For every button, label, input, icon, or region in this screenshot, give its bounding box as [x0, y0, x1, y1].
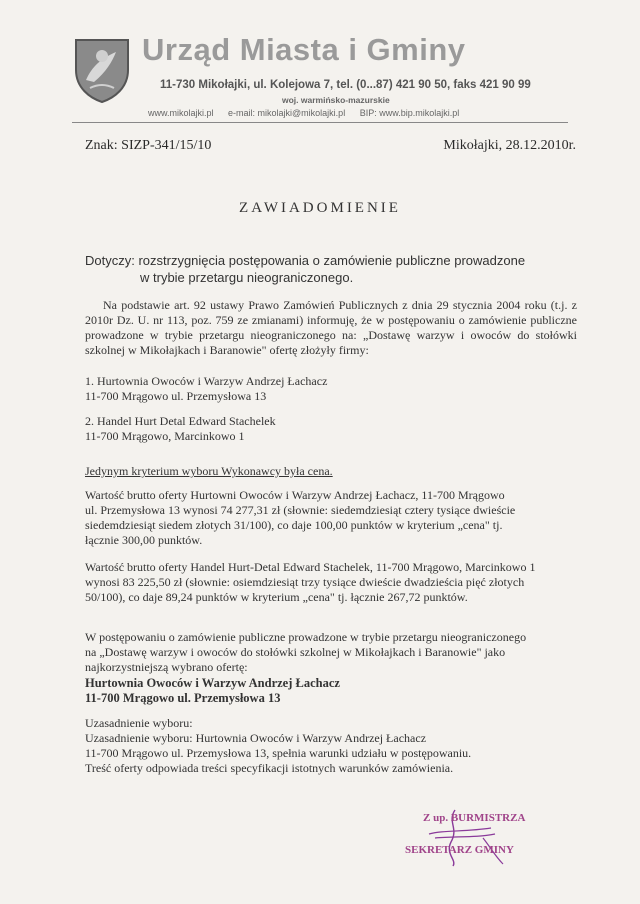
justification-line: 11-700 Mrągowo ul. Przemysłowa 13, spełnia warunki udziału w postępowaniu. — [85, 746, 472, 760]
bidder-1-address: 11-700 Mrągowo ul. Przemysłowa 13 — [85, 389, 267, 403]
selection-line: na „Dostawę warzyw i owoców do stołówki szkolnej w Mikołajkach i Baranowie" jako — [85, 645, 506, 659]
email-link[interactable]: e-mail: mikolajki@mikolajki.pl — [228, 108, 346, 118]
winner-name: Hurtownia Owoców i Warzyw Andrzej Łachacz — [85, 676, 340, 690]
offer-2-paragraph — [85, 560, 577, 605]
stamp-line-2: SEKRETARZ GMINY — [405, 844, 514, 856]
bidder-2 — [85, 414, 577, 444]
organization-name: Urząd Miasta i Gminy — [142, 32, 466, 67]
bidder-1 — [85, 374, 577, 404]
offer-2-line: Wartość brutto oferty Handel Hurt-Detal Edward Stachelek, 11-700 Mrągowo, Marcinkowo 1 — [85, 560, 536, 574]
offer-1-line: siedemdziesiąt siedem złotych 31/100), co daje 100,00 punktów w kryterium „cena" tj. — [85, 518, 503, 532]
justification-paragraph — [85, 716, 577, 776]
bidder-2-name: 2. Handel Hurt Detal Edward Stachelek — [85, 414, 276, 428]
offer-1-line: łącznie 300,00 punktów. — [85, 533, 203, 547]
bidder-2-address: 11-700 Mrągowo, Marcinkowo 1 — [85, 429, 245, 443]
subject-line-1: Dotyczy: rozstrzygnięcia postępowania o zamówienie publiczne prowadzone — [85, 253, 526, 268]
winner-address: 11-700 Mrągowo ul. Przemysłowa 13 — [85, 691, 281, 705]
offer-2-line: 50/100), co daje 89,24 punktów w kryterium „cena" tj. łącznie 267,72 punktów. — [85, 590, 468, 604]
coat-of-arms-icon — [72, 36, 132, 104]
selection-line: W postępowaniu o zamówienie publiczne prowadzone w trybie przetargu nieograniczonego — [85, 630, 527, 644]
reference-number: Znak: SIZP-341/15/10 — [85, 138, 212, 153]
bip-link[interactable]: BIP: www.bip.mikolajki.pl — [359, 108, 460, 118]
subject — [85, 252, 575, 286]
justification-line: Uzasadnienie wyboru: Hurtownia Owoców i Warzyw Andrzej Łachacz — [85, 731, 427, 745]
justification-line: Uzasadnienie wyboru: — [85, 716, 193, 730]
organization-address: 11-730 Mikołajki, ul. Kolejowa 7, tel. (0...87) 421 90 50, faks 421 90 99 — [160, 79, 531, 91]
organization-region: woj. warmińsko-mazurskie — [282, 95, 390, 105]
document-title: ZAWIADOMIENIE — [239, 200, 401, 216]
bidder-1-name: 1. Hurtownia Owoców i Warzyw Andrzej Łachacz — [85, 374, 328, 388]
subject-line-2: w trybie przetargu nieograniczonego. — [140, 270, 354, 285]
intro-paragraph: Na podstawie art. 92 ustawy Prawo Zamówień Publicznych z dnia 29 stycznia 2004 roku (t.j. z 2010r Dz. U. nr 113, poz. 759 ze zmianami) informuję, że w postępowaniu o zamówienie publiczne prowadzone w trybie przetargu nieograniczonego na: „Dostawę warzyw i owoców do stołówki szkolnej w Mikołajkach i Baranowie" ofertę złożyły firmy: — [85, 298, 577, 357]
offer-1-line: ul. Przemysłowa 13 wynosi 74 277,31 zł (słownie: siedemdziesiąt cztery tysiące dwieście — [85, 503, 516, 517]
winner-block — [85, 676, 577, 706]
offer-2-line: wynosi 83 225,50 zł (słownie: osiemdziesiąt trzy tysiące dwieście dwadzieścia pięć złotych — [85, 575, 525, 589]
offer-1-line: Wartość brutto oferty Hurtowni Owoców i Warzyw Andrzej Łachacz, 11-700 Mrągowo — [85, 488, 505, 502]
header-divider — [72, 122, 568, 123]
selection-paragraph — [85, 630, 577, 675]
justification-line: Treść oferty odpowiada treści specyfikacji istotnych warunków zamówienia. — [85, 761, 454, 775]
selection-line: najkorzystniejszą wybrano ofertę: — [85, 660, 248, 674]
stamp-line-1: Z up. BURMISTRZA — [423, 812, 526, 824]
criterion-text: Jedynym kryterium wyboru Wykonawcy była cena. — [85, 464, 333, 478]
offer-1-paragraph — [85, 488, 577, 548]
place-and-date: Mikołajki, 28.12.2010r. — [443, 138, 576, 153]
organization-links — [148, 108, 471, 118]
signature-stamp — [395, 808, 555, 868]
website-link[interactable]: www.mikolajki.pl — [148, 108, 214, 118]
